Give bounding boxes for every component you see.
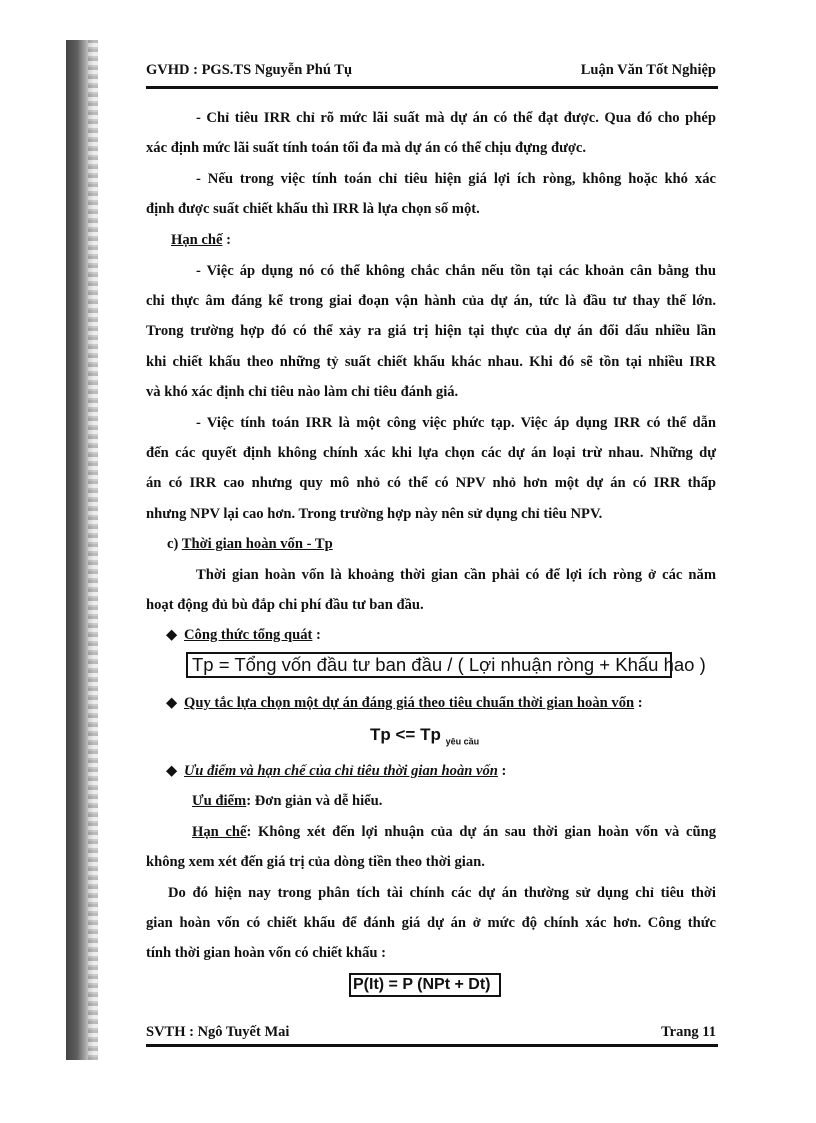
bullet-selection-rule <box>146 693 716 713</box>
discounted-payback-formula-box: P(It) = P (NPt + Dt) <box>349 973 501 997</box>
uu-diem-text: : Đơn giản và dễ hiểu. <box>246 793 383 809</box>
payback-criterion-main: Tp <= Tp <box>370 725 441 744</box>
p3-line5: và khó xác định chỉ tiêu nào làm chỉ tiêu đánh giá. <box>146 384 459 400</box>
p5-line1: Thời gian hoàn vốn là khoảng thời gian cần phải có để lợi ích ròng ở các năm <box>196 567 716 583</box>
footer-rule <box>146 1044 718 1047</box>
p1-line1: - Chỉ tiêu IRR chỉ rõ mức lãi suất mà dự án có thể đạt được. Qua đó cho phép <box>196 110 716 126</box>
scan-edge-texture <box>88 40 98 1060</box>
header-document-type: Luận Văn Tốt Nghiệp <box>580 62 716 78</box>
bullet-selection-rule-title: Quy tắc lựa chọn một dự án đáng giá theo tiêu chuẩn thời gian hoàn vốn <box>184 695 635 711</box>
section-c-prefix: c) <box>167 536 182 552</box>
han-che-heading-text: Hạn chế <box>171 232 223 248</box>
header-rule <box>146 86 718 89</box>
page-header <box>146 62 716 84</box>
p5-line2: hoạt động đủ bù đắp chi phí đầu tư ban đầu. <box>146 597 424 613</box>
p6-line1: Do đó hiện nay trong phân tích tài chính các dự án thường sử dụng chỉ tiêu thời <box>168 885 716 901</box>
p2-line1: - Nếu trong việc tính toán chỉ tiêu hiện giá lợi ích ròng, không hoặc khó xác <box>196 171 716 187</box>
uu-diem-line <box>146 791 716 811</box>
bullet-pros-cons-title: Ưu điểm và hạn chế của chỉ tiêu thời gian hoàn vốn <box>184 763 498 779</box>
han-che2-line1-text: : Không xét đến lợi nhuận của dự án sau thời gian hoàn vốn và cũng <box>246 824 716 840</box>
p2-line2: định được suất chiết khấu thì IRR là lựa chọn số một. <box>146 201 480 217</box>
diamond-bullet-icon: ◆ <box>166 763 178 779</box>
bullet-general-formula-title: Công thức tổng quát <box>184 627 313 643</box>
p6-line3: tính thời gian hoàn vốn có chiết khấu : <box>146 945 387 961</box>
bullet-general-formula-colon: : <box>312 627 321 643</box>
section-c-heading <box>146 534 716 554</box>
bullet-selection-rule-colon: : <box>634 695 643 711</box>
han-che2-line1 <box>146 822 716 842</box>
p1-line2: xác định mức lãi suất tính toán tối đa mà dự án có thể chịu đựng được. <box>146 140 587 156</box>
payback-criterion-subscript: yêu cầu <box>445 736 480 747</box>
diamond-bullet-icon: ◆ <box>166 695 178 711</box>
p3-line1: - Việc áp dụng nó có thể không chắc chắn nếu tồn tại các khoản cân bằng thu <box>196 263 716 279</box>
p4-line4: nhưng NPV lại cao hơn. Trong trường hợp này nên sử dụng chỉ tiêu NPV. <box>146 506 603 522</box>
p4-line3: án có IRR cao nhưng quy mô nhỏ có thể có NPV nhỏ hơn một dự án có IRR thấp <box>146 475 716 491</box>
payback-criterion-formula <box>370 725 479 746</box>
bullet-general-formula <box>146 625 716 645</box>
uu-diem-label: Ưu điểm <box>192 793 247 809</box>
han-che2-line2: không xem xét đến giá trị của dòng tiền theo thời gian. <box>146 854 485 870</box>
header-advisor: GVHD : PGS.TS Nguyễn Phú Tụ <box>146 62 353 78</box>
p4-line1: - Việc tính toán IRR là một công việc phức tạp. Việc áp dụng IRR có thể dẫn <box>196 415 716 431</box>
p6-line2: gian hoàn vốn có chiết khấu để đánh giá dự án ở mức độ chính xác hơn. Công thức <box>146 915 716 931</box>
p4-line2: đến các quyết định không chính xác khi lựa chọn các dự án loại trừ nhau. Những dự <box>146 445 716 461</box>
han-che-heading <box>146 230 716 250</box>
bullet-pros-cons-colon: : <box>497 763 507 779</box>
han-che2-label: Hạn chế <box>192 824 247 840</box>
footer-page-number: Trang 11 <box>661 1024 716 1040</box>
p3-line2: chi thực âm đáng kể trong giai đoạn vận hành của dự án, tức là đầu tư thay thế lớn. <box>146 293 716 309</box>
footer-student: SVTH : Ngô Tuyết Mai <box>146 1024 290 1040</box>
section-c-title: Thời gian hoàn vốn - Tp <box>181 536 333 552</box>
diamond-bullet-icon: ◆ <box>166 627 178 643</box>
payback-formula-box: Tp = Tổng vốn đầu tư ban đầu / ( Lợi nhuận ròng + Khấu hao ) <box>186 652 672 678</box>
han-che-heading-colon: : <box>222 232 231 248</box>
p3-line4: khi chiết khấu theo những tỷ suất chiết khấu khác nhau. Khi đó sẽ tồn tại nhiều IRR <box>146 354 716 370</box>
p3-line3: Trong trường hợp đó có thể xảy ra giá trị hiện tại thực của dự án đổi dấu nhiều lần <box>146 323 716 339</box>
page-footer <box>146 1024 716 1046</box>
bullet-pros-cons <box>146 761 716 781</box>
